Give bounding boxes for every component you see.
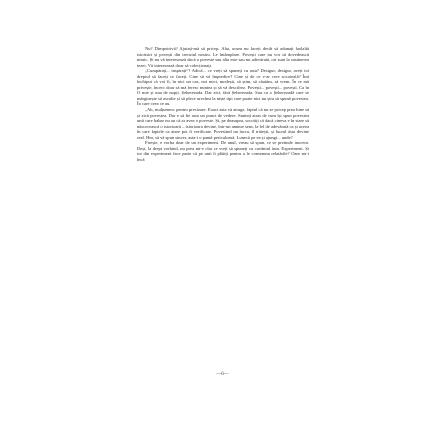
paragraph: Firește, e vorba doar de un experiment. De unul, vreau să spun, ce se pretinde inocent. Deși, la drept vorbind, nu prea mi-e clar ce vreți să spuneți cu cuvântul ăsta. Experiment. Și tot din experiment face parte că pe unii îi plătiți pentru a le consemna relatările? Oare nu-i încă (137, 140, 309, 162)
page-number: —6— (216, 372, 229, 377)
paragraph: „Ah, mulțumesc pentru precizare. Exact asta vă atrage, faptul că nu se pricep prea bine să și zică povestea. Dar e să fie asta un punct de vedere. Sunteți atras de cum își spun povestea unii care habar nu au că ar avea o poveste. Și, pe deasupra, socotiți că dacă cineva e în stare să născocească o istorioară – istorioara devine, într-un anume sens, la fel de adevărată ca și aceea în care faptele ca atare pot fi verificate. Povestind un lucru, îl trăiești, și lucrul ăsta devine real. Hm, să vă spun sincer, asta-i o pantă periculoasă. Lunecă pe ea și ajungi... unde? (137, 107, 309, 140)
body-text (137, 46, 309, 162)
paragraph: „Cumpărați... inspirați“? Adică... ce vreți să spuneți cu asta? Desigur, desigur, aveți tot dreptul să faceți ce faceți. Cine să vă împiedice? Cine și de ce v-ar cere socoteală? Îmi închipui că voi fi, în nici un caz, noi mici, modești, să știm, să căutăm, să vrem. În ce mă privește, încerc doar să mă feresc mintea și să vă descifrez. Povești... povești... povești. Ca în O mie și una de nopți. Șeherezada. Dar aici, fără Șeherezada. Sau cu o Șeherezadă care se mărginește să asculte și să plece urechea la niște tipi care poate nici nu știu să spună povestea. În care ceea ce au. (137, 68, 309, 107)
paragraph: Nu? Dimpotrivă? Ajutați-mă să pricep. Aha, acum nu faceți decât să adunați laolaltă istorisiri și povești din trecutul nostru. Le întâmplare. Povești care nu vor să dovedească nimic. Și nu vă interesează dacă o poveste sau alta este sau nu adevărată, ori sunt la sustinerea tezei. Vă interesează doar să colecționați. (137, 46, 309, 68)
